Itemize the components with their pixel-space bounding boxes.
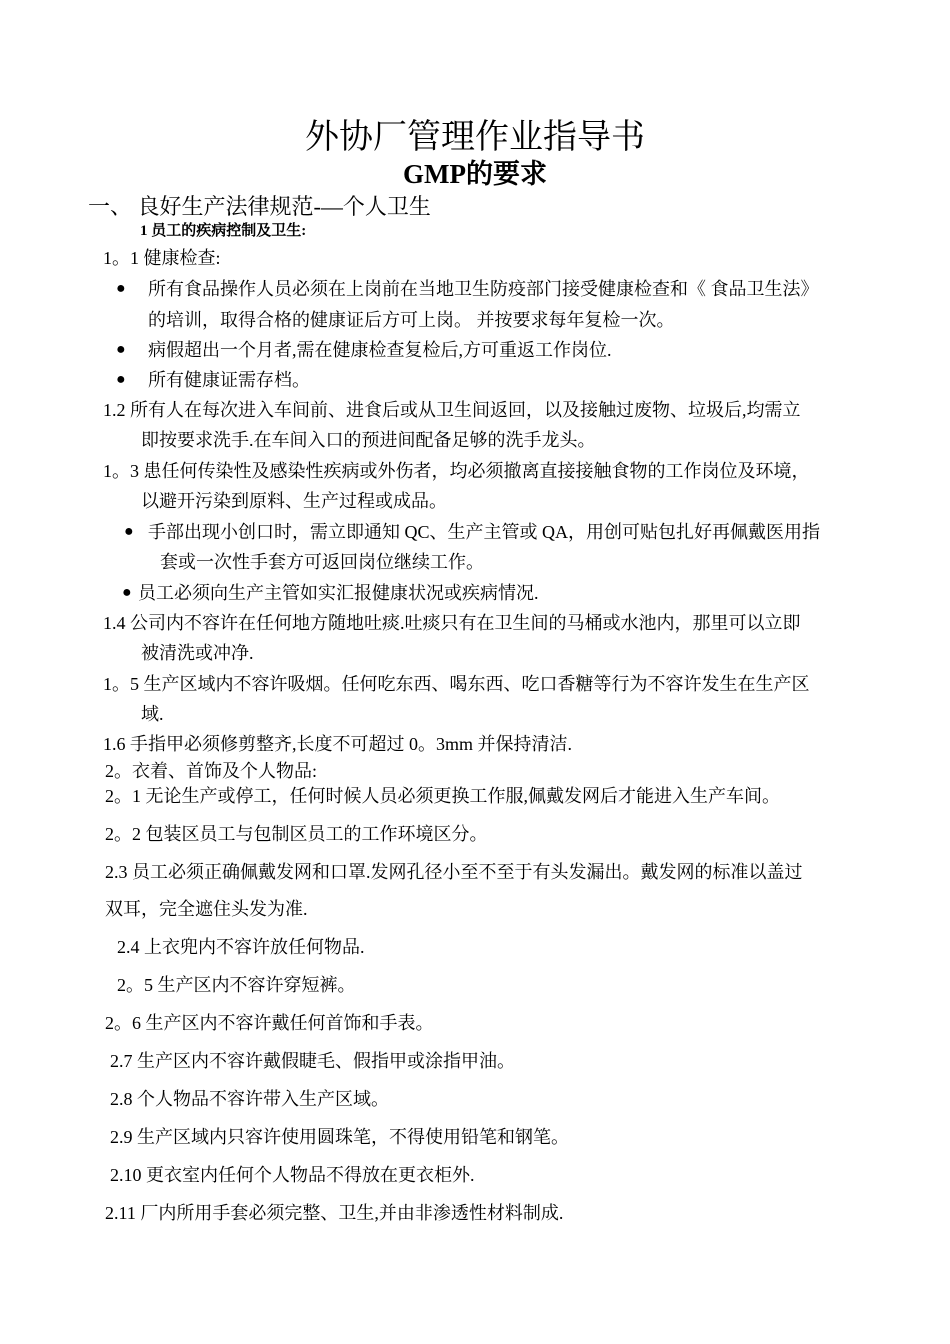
item-1-2-line-1: 1.2 所有人在每次进入车间前、进食后或从卫生间返回，以及接触过废物、垃圾后,均需立 (103, 400, 801, 420)
item-1-3-line-1: 1。3 患任何传染性及感染性疾病或外伤者，均必须撤离直接接触食物的工作岗位及环境， (103, 461, 810, 481)
item-2-4: 2.4 上衣兜内不容许放任何物品. (117, 937, 365, 957)
section-heading-1: 一、 良好生产法律规范-—个人卫生 (88, 194, 431, 219)
bullet-1-line-1: 所有食品操作人员必须在上岗前在当地卫生防疫部门接受健康检查和《 食品卫生法》 (148, 279, 819, 299)
item-2-1: 2。1 无论生产或停工，任何时候人员必须更换工作服,佩戴发网后才能进入生产车间。 (105, 786, 780, 806)
subsection-heading-1: 1 员工的疾病控制及卫生: (140, 223, 307, 239)
bullet-icon: ● (122, 584, 132, 601)
item-1-1: 1。1 健康检查: (103, 248, 221, 268)
item-2-2: 2。2 包装区员工与包制区员工的工作环境区分。 (105, 824, 488, 844)
item-1-5-line-1: 1。5 生产区域内不容许吸烟。任何吃东西、喝东西、吃口香糖等行为不容许发生在生产区 (103, 674, 810, 694)
item-1-3-line-2: 以避开污染到原料、生产过程或成品。 (141, 491, 447, 511)
item-2-3-line-1: 2.3 员工必须正确佩戴发网和口罩.发网孔径小至不至于有头发漏出。戴发网的标准以盖过 (105, 862, 803, 882)
item-2-3-line-2: 双耳，完全遮住头发为准. (105, 899, 308, 919)
bullet-3: 所有健康证需存档。 (148, 370, 310, 390)
bullet-1-line-2: 的培训，取得合格的健康证后方可上岗。 并按要求每年复检一次。 (148, 310, 675, 330)
bullet-5: 员工必须向生产主管如实汇报健康状况或疾病情况. (138, 583, 539, 603)
item-2-9: 2.9 生产区域内只容许使用圆珠笔，不得使用铅笔和钢笔。 (110, 1127, 569, 1147)
bullet-4-line-1: 手部出现小创口时，需立即通知 QC、生产主管或 QA，用创可贴包扎好再佩戴医用指 (148, 522, 820, 542)
item-1-5-line-2: 域. (141, 704, 164, 724)
item-2-8: 2.8 个人物品不容许带入生产区域。 (110, 1089, 389, 1109)
bullet-4-line-2: 套或一次性手套方可返回岗位继续工作。 (160, 552, 484, 572)
item-1-4-line-1: 1.4 公司内不容许在任何地方随地吐痰.吐痰只有在卫生间的马桶或水池内，那里可以立即 (103, 613, 801, 633)
item-2-6: 2。6 生产区内不容许戴任何首饰和手表。 (105, 1013, 434, 1033)
bullet-2: 病假超出一个月者,需在健康检查复检后,方可重返工作岗位. (148, 340, 612, 360)
item-2-7: 2.7 生产区内不容许戴假睫毛、假指甲或涂指甲油。 (110, 1051, 515, 1071)
document-subtitle: GMP的要求 (403, 159, 547, 189)
document-title: 外协厂管理作业指导书 (305, 119, 645, 156)
item-2: 2。衣着、首饰及个人物品: (105, 761, 317, 781)
item-1-4-line-2: 被清洗或冲净. (141, 643, 254, 663)
item-2-11: 2.11 厂内所用手套必须完整、卫生,并由非渗透性材料制成. (105, 1203, 564, 1223)
item-1-6: 1.6 手指甲必须修剪整齐,长度不可超过 0。3mm 并保持清洁. (103, 734, 572, 754)
bullet-icon: ● (116, 280, 126, 297)
bullet-icon: ● (116, 341, 126, 358)
bullet-icon: ● (116, 371, 126, 388)
item-1-2-line-2: 即按要求洗手.在车间入口的预进间配备足够的洗手龙头。 (141, 430, 596, 450)
item-2-10: 2.10 更衣室内任何个人物品不得放在更衣柜外. (110, 1165, 475, 1185)
bullet-icon: ● (124, 523, 134, 540)
item-2-5: 2。5 生产区内不容许穿短裤。 (117, 975, 356, 995)
